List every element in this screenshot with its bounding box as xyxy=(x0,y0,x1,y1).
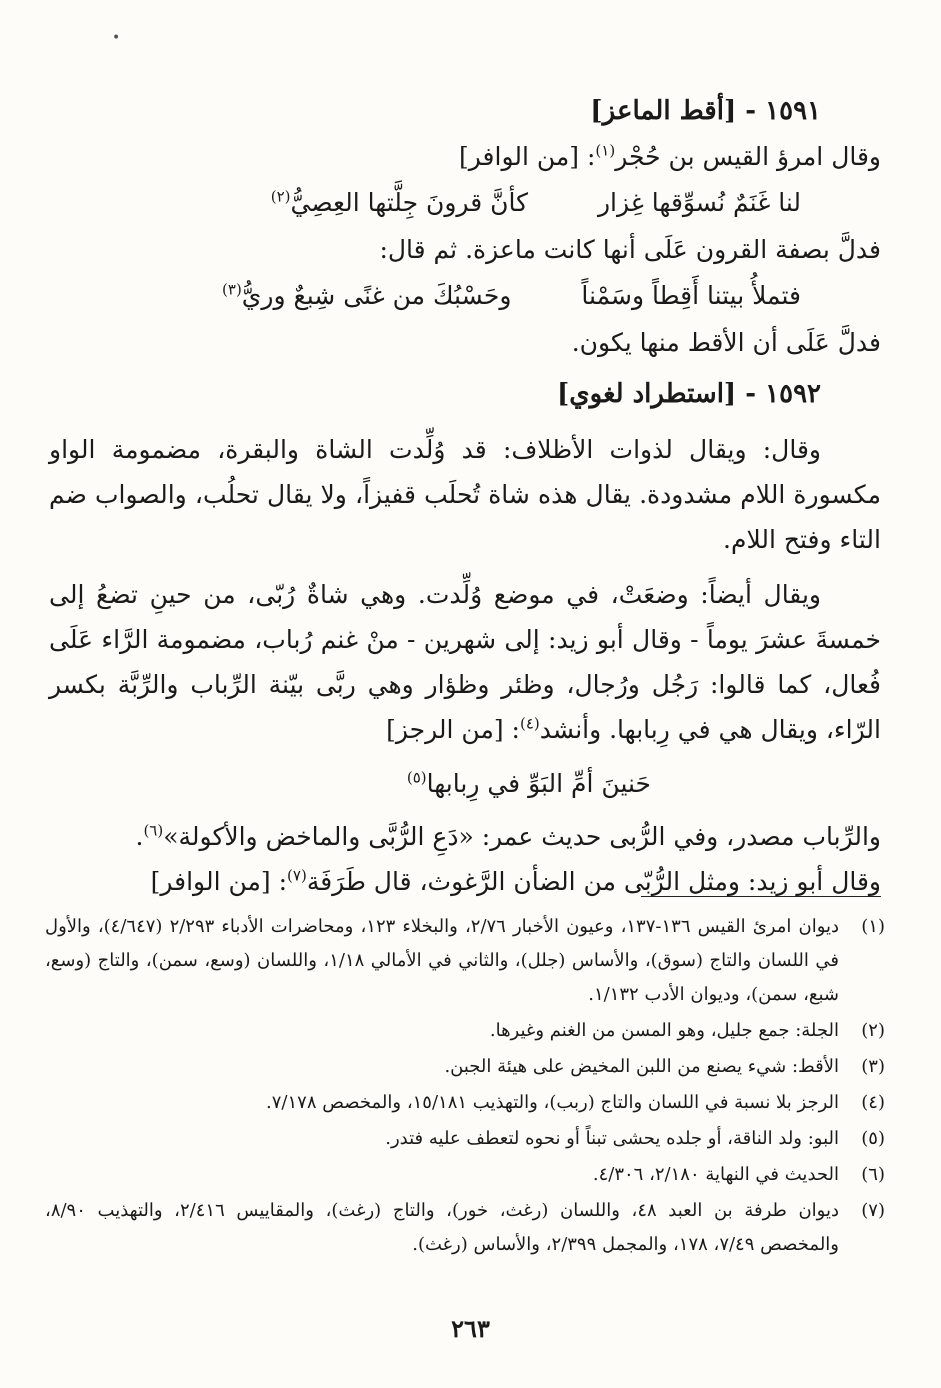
footnote-text: الحديث في النهاية ٢/١٨٠، ٤/٣٠٦. xyxy=(592,1164,839,1185)
main-text xyxy=(49,88,881,904)
verse-1-first-hemistich: لنا غَنَمٌ نُسوِّقها غِزار xyxy=(597,188,801,217)
footnote xyxy=(45,1014,885,1048)
footnote-ref-5[interactable]: (٥) xyxy=(406,768,427,787)
footnote xyxy=(45,1122,885,1156)
paragraph-2: ويقال أيضاً: وضعَتْ، في موضع وُلِّدت. وهي شاةٌ رُبّى، من حينِ تضعُ إلى خمسةَ عشرَ يوماً - وقال أبو زيد: إلى شهرين - منْ غنم رُباب، مضمومة الرَّاء عَلَى فُعال، كما قالوا: رَجُل ورُجال، وظئر وظؤار وهي ربَّى بيّنة الرِّباب والرِّبَّة بكسر الرّاء، ويقال هي في رِبابها. وأنشد$^{(٤)}$: [من الرجز] xyxy=(49,580,881,744)
footnote-number: (٧) xyxy=(861,1200,885,1221)
footnote-number: (١) xyxy=(861,916,885,937)
paragraph-1: وقال: ويقال لذوات الأظلاف: قد وُلِّدت الشاة والبقرة، مضمومة الواو مكسورة اللام مشدودة. يقال هذه شاة تُحلَب قفيزاً، ولا يقال تحلُب، والصواب ضم التاء وفتح اللام. xyxy=(49,435,881,554)
footnotes xyxy=(45,910,885,1264)
verse-2-first-hemistich: فتملأُ بيتنا أَقِطاً وسَمْناً xyxy=(581,281,801,310)
commentary-line-1: فدلَّ بصفة القرون عَلَى أنها كانت ماعزة. ثم قال: xyxy=(379,235,881,264)
footnote-number: (٦) xyxy=(861,1164,885,1185)
footnote-text: الجلة: جمع جليل، وهو المسن من الغنم وغيرها. xyxy=(489,1020,839,1041)
footnote xyxy=(45,1086,885,1120)
footnote-number: (٥) xyxy=(861,1128,885,1149)
footnote-divider xyxy=(641,896,881,897)
footnote-text: ديوان طرفة بن العبد ٤٨، واللسان (رغث، خور)، والتاج (رغث)، والمقاييس ٢/٤١٦، والتهذيب ٨/٩٠، والمخصص ٧/٤٩، ١٧٨، والمجمل ٢/٣٩٩، والأساس (رغث). xyxy=(45,1200,839,1255)
footnote-number: (٤) xyxy=(861,1092,885,1113)
footnote-text: ديوان امرئ القيس ١٣٦-١٣٧، وعيون الأخبار ٢/٧٦، والبخلاء ١٢٣، ومحاضرات الأدباء ٢/٢٩٣ (٤/٦٤٧)، والأول في اللسان والتاج (سوق)، والأساس (جلل)، والثاني في الأمالي ١/١٨، واللسان (وسع، سمن)، والتاج (وسع، شبع، سمن)، وديوان الأدب ١/١٣٢. xyxy=(45,916,840,1005)
footnote xyxy=(45,1194,885,1262)
footnote-text: البو: ولد الناقة، أو جلده يحشى تبناً أو نحوه لتعطف عليه فتدر. xyxy=(385,1128,839,1149)
footnote-text: الرجز بلا نسبة في اللسان والتاج (ربب)، والتهذيب ١٥/١٨١، والمخصص ٧/١٧٨. xyxy=(266,1092,839,1113)
footnote-ref-3[interactable]: (٣) xyxy=(222,280,242,299)
footnote-ref-2[interactable]: (٢) xyxy=(270,187,291,206)
margin-speck: • xyxy=(112,30,121,46)
footnote-ref-4[interactable]: (٤) xyxy=(519,714,540,733)
intro-line: وقال امرؤ القيس بن حُجْر$^{(١)}$: [من الوافر] xyxy=(459,141,881,171)
verse-1-second-hemistich: كأنَّ قرونَ جِلَّتها العِصِيُّ$^{(٢)}$ xyxy=(270,187,528,217)
page-number: ٢٦٣ xyxy=(451,1314,490,1343)
verse-2-second-hemistich: وحَسْبُكَ من غنًى شِبعٌ وريُّ$^{(٣)}$ xyxy=(222,280,512,310)
commentary-line-2: فدلَّ عَلَى أن الأقط منها يكون. xyxy=(571,328,881,357)
footnote-ref-6[interactable]: (٦) xyxy=(143,821,164,840)
footnote xyxy=(45,1050,885,1084)
paragraph-3: والرِّباب مصدر، وفي الرُّبى حديث عمر: «دَعِ الرُّبَّى والماخض والأكولة»$^{(٦)}$. xyxy=(135,821,881,851)
footnote-number: (٢) xyxy=(861,1020,885,1041)
footnote xyxy=(45,1158,885,1192)
rajaz-verse: حَنينَ أمِّ البَوِّ في رِبابها$^{(٥)}$ xyxy=(406,768,651,798)
footnote-ref-1[interactable]: (١) xyxy=(595,141,616,160)
section-heading-1591: ١٥٩١ - [أقط الماعز] xyxy=(590,96,821,126)
verse-1 xyxy=(49,179,801,227)
section-heading-1592: ١٥٩٢ - [استطراد لغوي] xyxy=(557,379,821,409)
footnote-ref-7[interactable]: (٧) xyxy=(287,866,307,885)
footnote-text: الأقط: شيء يصنع من اللبن المخيض على هيئة الجبن. xyxy=(444,1056,839,1077)
final-line: وقال أبو زيد: ومثل الرُّبّى من الضأن الرَّغوث، قال طَرَفَة$^{(٧)}$: [من الوافر] xyxy=(150,866,881,896)
footnote-number: (٣) xyxy=(861,1056,885,1077)
verse-2 xyxy=(49,272,801,320)
footnote xyxy=(45,910,885,1012)
